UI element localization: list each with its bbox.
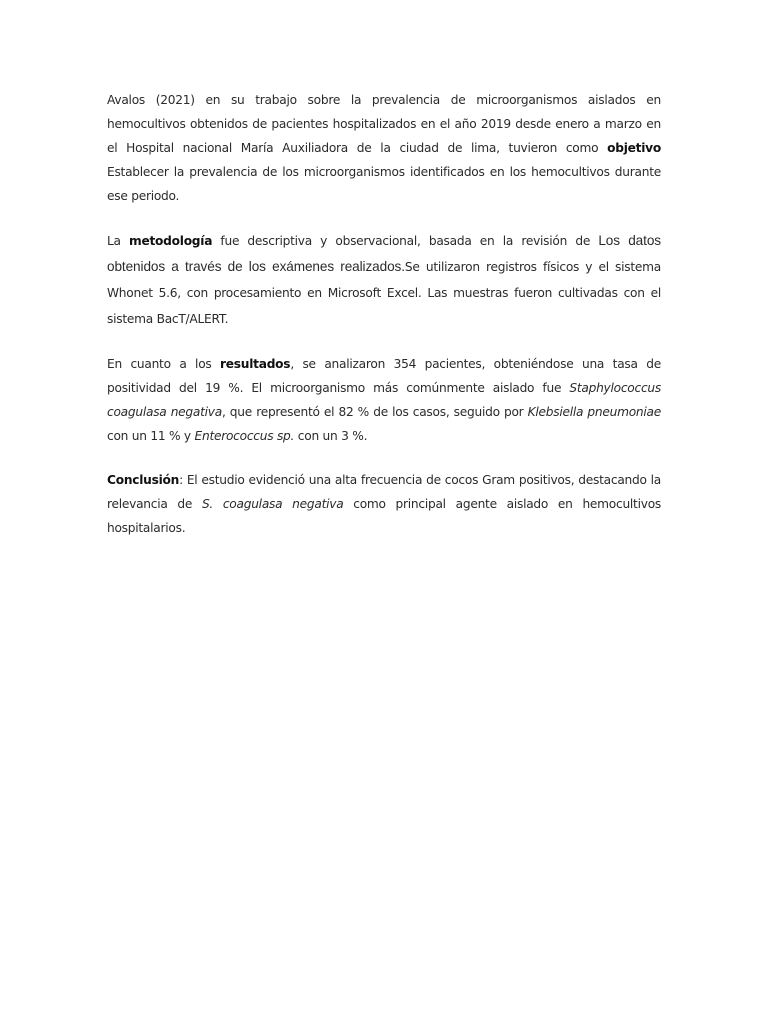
intro-objective-text: Establecer la prevalencia de los microorganismos identificados en los hemocultivos durante ese periodo. [107, 165, 661, 203]
methodology-text: fue descriptiva y observacional, basada en la revisión de [212, 234, 599, 248]
conclusion-text: : El estudio evidenció una alta frecuencia de cocos Gram positivos, destacando la relevancia de [107, 473, 661, 511]
methodology-tools-text: Se utilizaron registros físicos y el sistema Whonet 5.6, con procesamiento en Microsoft Excel. Las muestras fueron cultivadas con el sistema BacT/ALERT. [107, 260, 661, 326]
conclusion-text-2: como principal agente aislado en hemocultivos hospitalarios. [107, 497, 661, 535]
resultados-label: resultados [220, 357, 291, 371]
methodology-prefix: La [107, 234, 129, 248]
metodologia-label: metodología [129, 234, 213, 248]
intro-text: Avalos (2021) en su trabajo sobre la prevalencia de microorganismos aislados en hemocultivos obtenidos de pacientes hospitalizados en el año 2019 desde enero a marzo en el Hospital nacional María Auxiliadora de la ciudad de lima, tuvieron como [107, 93, 661, 155]
species-enterococcus: Enterococcus sp. [194, 429, 295, 443]
paragraph-conclusion [107, 468, 661, 540]
paragraph-intro [107, 88, 661, 208]
paragraph-methodology [107, 228, 661, 332]
conclusion-label: Conclusión [107, 473, 180, 487]
results-text: , se analizaron 354 pacientes, obteniéndose una tasa de positividad del 19 %. El microorganismo más comúnmente aislado fue [107, 357, 661, 395]
results-prefix: En cuanto a los [107, 357, 221, 371]
objetivo-label: objetivo [607, 141, 661, 155]
results-text-4: con un 3 %. [294, 429, 368, 443]
results-text-2: , que representó el 82 % de los casos, seguido por [221, 405, 528, 419]
species-staphylococcus: Staphylococcus coagulasa negativa [107, 381, 661, 419]
species-klebsiella: Klebsiella pneumoniae [527, 405, 661, 419]
methodology-data-source: Los datos obtenidos a través de los exámenes realizados. [107, 233, 661, 274]
document-page [107, 88, 661, 540]
results-text-3: con un 11 % y [107, 429, 195, 443]
species-s-coagulasa: S. coagulasa negativa [201, 497, 344, 511]
paragraph-results [107, 352, 661, 448]
